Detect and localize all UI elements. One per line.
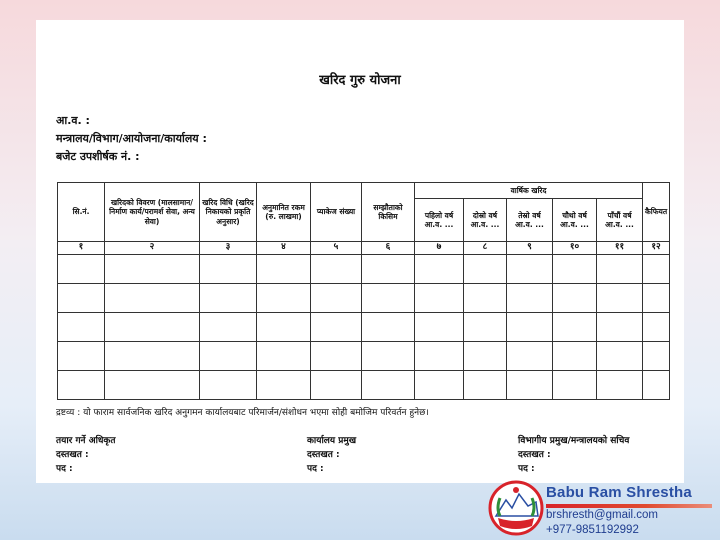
table-row — [58, 255, 670, 284]
column-number: २ — [105, 242, 200, 255]
column-number: ५ — [311, 242, 362, 255]
form-title: खरिद गुरु योजना — [319, 73, 401, 88]
signature-title: कार्यालय प्रमुख — [307, 436, 357, 446]
post-field: पद : — [307, 464, 324, 474]
nepal-emblem-logo-icon — [488, 480, 544, 536]
column-number: १२ — [643, 242, 670, 255]
presenter-name: Babu Ram Shrestha — [546, 484, 692, 501]
table-row — [58, 342, 670, 371]
signature-block-office-head — [307, 434, 356, 476]
column-number: ११ — [597, 242, 643, 255]
signature-block-secretary — [518, 434, 629, 476]
column-number: १ — [58, 242, 105, 255]
presenter-card — [484, 476, 720, 540]
header-estimate: अनुमानित रकम (रु. लाखमा) — [257, 183, 311, 242]
header-contract-type: सम्झौताको किसिम — [362, 183, 415, 242]
procurement-plan-table — [57, 182, 670, 400]
signature-title: तयार गर्ने अधिकृत — [56, 436, 116, 446]
signature-title: विभागीय प्रमुख/मन्त्रालयको सचिव — [518, 436, 630, 446]
column-number: ३ — [200, 242, 257, 255]
column-number: १० — [553, 242, 597, 255]
fiscal-year-field: आ.व. : — [56, 114, 90, 127]
form-sheet — [36, 20, 684, 483]
header-year-1: पहिलो वर्ष आ.व. ... — [415, 199, 464, 242]
post-field: पद : — [518, 464, 535, 474]
signature-field: दस्तखत : — [56, 450, 89, 460]
header-year-3: तेस्रो वर्ष आ.व. ... — [507, 199, 553, 242]
column-number: ८ — [464, 242, 507, 255]
header-method: खरिद विधि (खरिद निकायको प्रकृति अनुसार) — [200, 183, 257, 242]
post-field: पद : — [56, 464, 73, 474]
table-row — [58, 313, 670, 342]
column-number: ६ — [362, 242, 415, 255]
table-row — [58, 284, 670, 313]
column-number: ४ — [257, 242, 311, 255]
presenter-phone: +977-9851192992 — [546, 524, 639, 536]
column-number: ९ — [507, 242, 553, 255]
header-sn: सि.नं. — [58, 183, 105, 242]
signature-field: दस्तखत : — [518, 450, 551, 460]
header-year-5: पाँचौं वर्ष आ.व. ... — [597, 199, 643, 242]
column-number-row — [58, 242, 670, 255]
header-package: प्याकेज संख्या — [311, 183, 362, 242]
header-year-2: दोस्रो वर्ष आ.व. ... — [464, 199, 507, 242]
ministry-field: मन्त्रालय/विभाग/आयोजना/कार्यालय : — [56, 132, 207, 145]
presenter-email: brshresth@gmail.com — [546, 509, 659, 521]
header-annual-procurement: वार्षिक खरिद — [415, 183, 643, 199]
header-remarks: कैफियत — [643, 183, 670, 242]
header-description: खरिदको विवरण (मालसामान/निर्माण कार्य/परामर्श सेवा, अन्य सेवा) — [105, 183, 200, 242]
signature-block-preparer — [56, 434, 115, 476]
table-row — [58, 371, 670, 400]
budget-subheading-field: बजेट उपशीर्षक नं. : — [56, 150, 140, 163]
note-text: द्रष्टव्य : यो फाराम सार्वजनिक खरिद अनुगमन कार्यालयबाट परिमार्जन/संशोधन भएमा सोही बमोजिम परिवर्तन हुनेछ। — [56, 408, 429, 418]
accent-divider — [546, 504, 712, 508]
column-number: ७ — [415, 242, 464, 255]
header-year-4: चौथो वर्ष आ.व. ... — [553, 199, 597, 242]
signature-field: दस्तखत : — [307, 450, 340, 460]
